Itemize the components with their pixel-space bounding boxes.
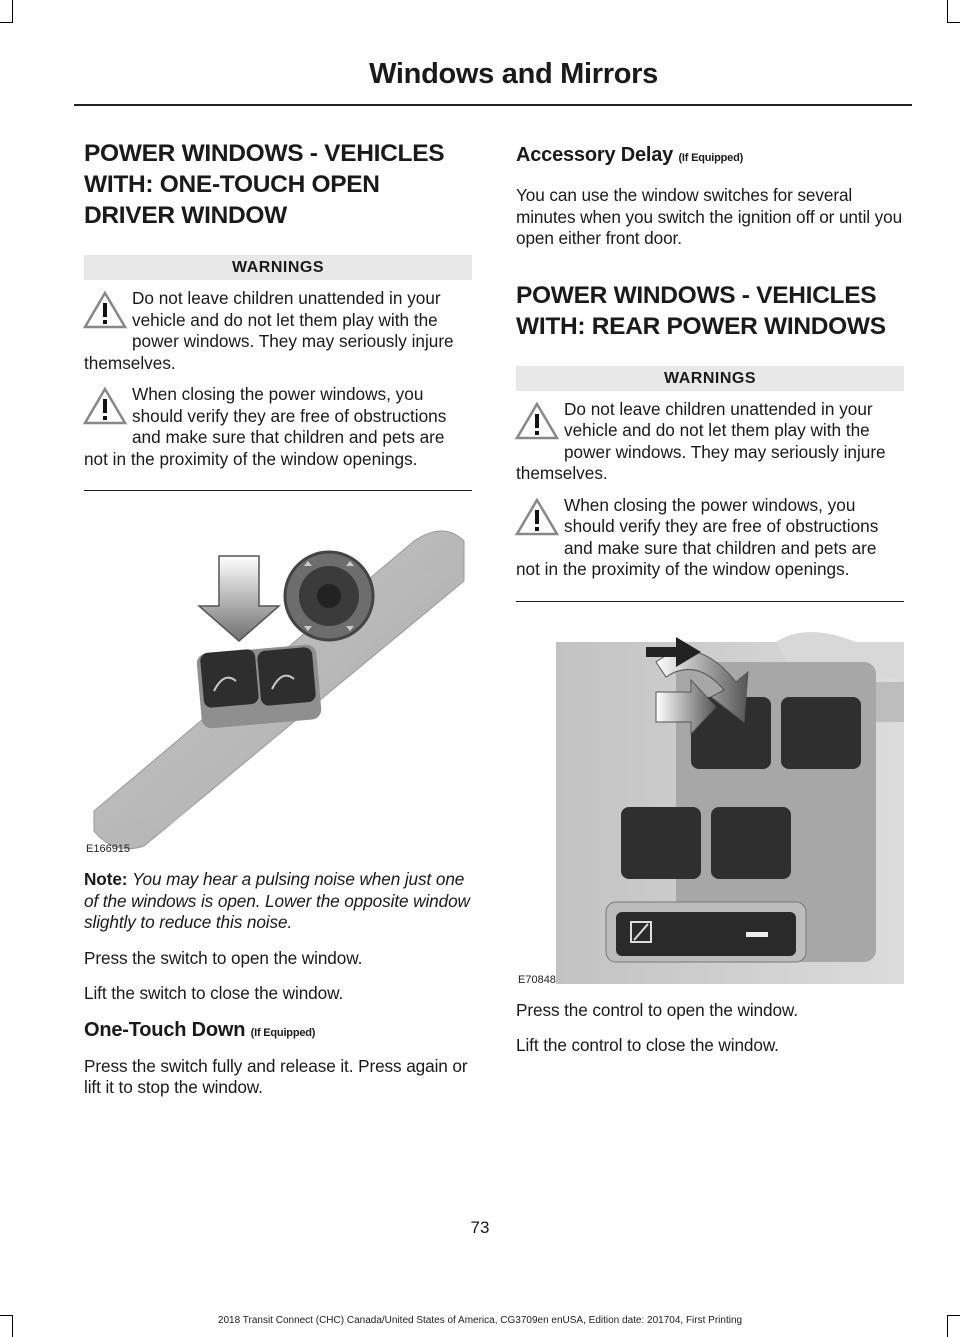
warnings-title: WARNINGS	[516, 366, 904, 391]
page-header-title: Windows and Mirrors	[369, 58, 658, 90]
warning-text: When closing the power windows, you should verify they are free of obstructions and make sure that children and pets are not in the proximity of the window openings.	[516, 494, 879, 579]
warning-triangle-icon	[82, 290, 128, 330]
body-paragraph: Press the switch to open the window.	[84, 947, 363, 968]
crop-mark	[12, 0, 13, 22]
note-text: You may hear a pulsing noise when just one of the windows is open. Lower the opposite window slightly to reduce this noise.	[84, 869, 470, 932]
warning-text: When closing the power windows, you should verify they are free of obstructions and make sure that children and pets are not in the proximity of the window openings.	[84, 384, 447, 469]
warning-triangle-icon	[514, 401, 560, 441]
subheading	[516, 144, 904, 167]
warning-item	[84, 288, 472, 374]
warnings-title: WARNINGS	[84, 255, 472, 280]
footer-text: 2018 Transit Connect (CHC) Canada/United States of America, CG3709en enUSA, Edition date: 201704, First Printing	[217, 1315, 743, 1326]
warnings-box	[84, 255, 472, 491]
crop-mark	[947, 0, 948, 22]
crop-mark	[947, 22, 960, 23]
door-switch-figure	[84, 511, 472, 853]
warning-item	[84, 384, 472, 470]
warning-item	[516, 399, 904, 485]
rear-window-switch-illustration	[516, 622, 904, 984]
window-switch-illustration	[84, 511, 472, 853]
right-column	[516, 144, 904, 1071]
warning-text: Do not leave children unattended in your vehicle and do not let them play with the power windows. They may seriously injure themselves.	[84, 288, 454, 373]
note-paragraph	[84, 869, 472, 934]
subheading-qualifier: (If Equipped)	[250, 1026, 316, 1039]
warnings-box	[516, 366, 904, 602]
subheading	[84, 1019, 472, 1042]
crop-mark	[0, 22, 13, 23]
subheading-text: Accessory Delay	[516, 144, 674, 166]
left-column	[84, 138, 472, 1113]
section-heading: POWER WINDOWS - VEHICLES WITH: REAR POWER WINDOWS	[516, 281, 886, 340]
body-paragraph: Press the switch fully and release it. Press again or lift it to stop the window.	[84, 1055, 468, 1097]
section-heading: POWER WINDOWS - VEHICLES WITH: ONE-TOUCH OPEN DRIVER WINDOW	[84, 140, 445, 229]
body-paragraph: Lift the switch to close the window.	[84, 983, 344, 1003]
body-paragraph: Lift the control to close the window.	[516, 1035, 779, 1055]
rear-switch-figure	[516, 622, 904, 984]
warning-triangle-icon	[514, 497, 560, 537]
warning-triangle-icon	[82, 386, 128, 426]
subheading-text: One-Touch Down	[84, 1018, 246, 1041]
subheading-qualifier: (If Equipped)	[678, 152, 744, 164]
note-label: Note:	[84, 869, 128, 889]
figure-label: E70848	[518, 973, 556, 986]
page-number: 73	[470, 1218, 490, 1237]
warning-text: Do not leave children unattended in your vehicle and do not let them play with the power windows. They may seriously injure themselves.	[516, 398, 886, 483]
figure-label: E166915	[86, 843, 131, 855]
body-paragraph: You can use the window switches for several minutes when you switch the ignition off or until you open either front door.	[516, 185, 903, 248]
warning-item	[516, 495, 904, 581]
header-divider	[74, 104, 912, 106]
body-paragraph: Press the control to open the window.	[516, 999, 798, 1020]
